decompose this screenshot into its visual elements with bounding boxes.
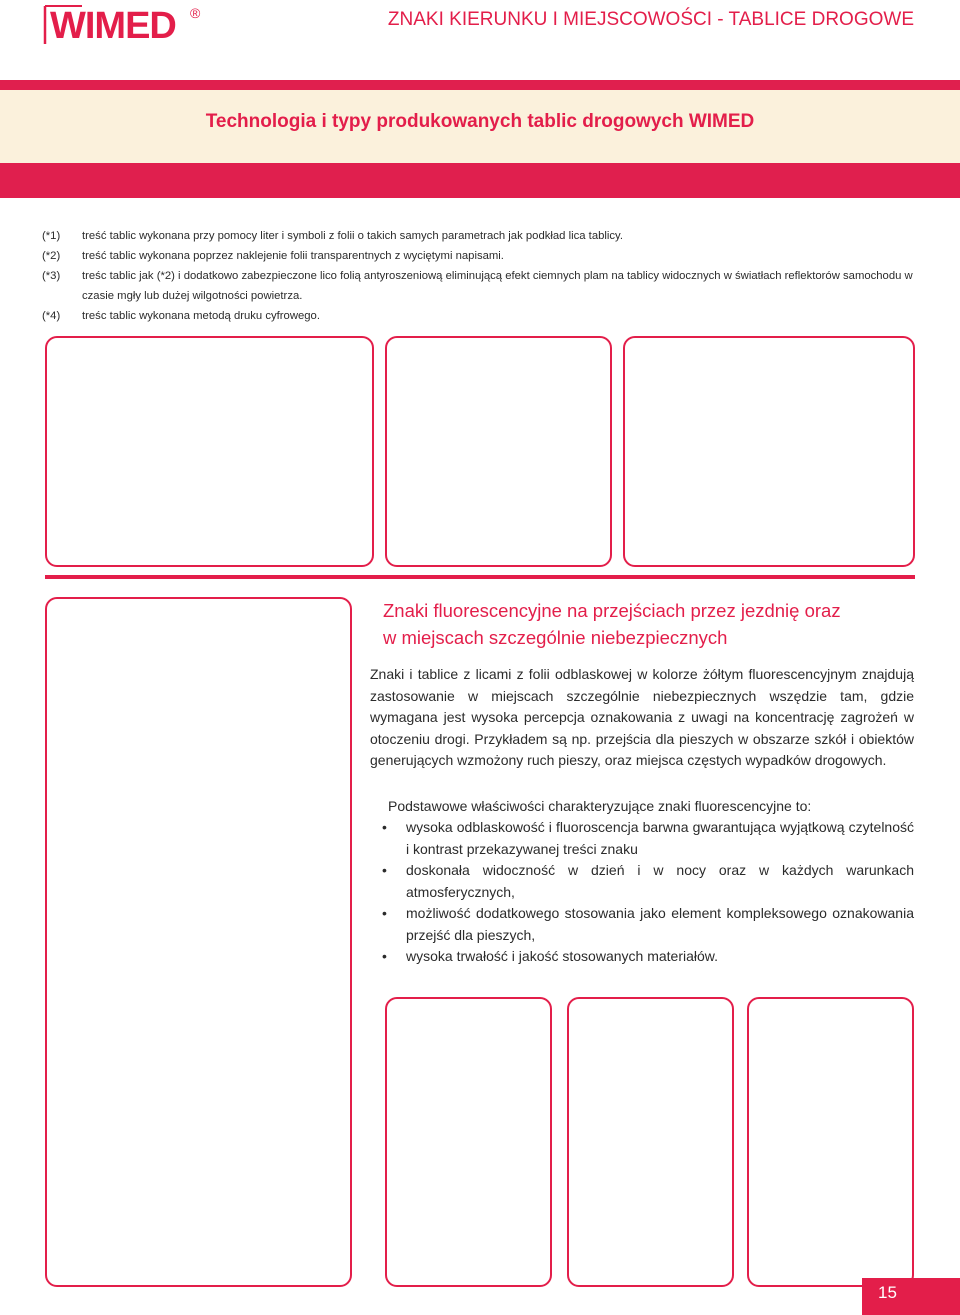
page-header-title: ZNAKI KIERUNKU I MIEJSCOWOŚCI - TABLICE DROGOWE	[387, 9, 914, 30]
image-frame	[45, 336, 374, 567]
note-item	[42, 306, 922, 326]
list-item	[370, 860, 914, 903]
note-item	[42, 226, 922, 246]
bullet-icon: •	[382, 948, 387, 964]
list-item	[370, 903, 914, 946]
image-frame	[385, 997, 552, 1287]
note-item	[42, 246, 922, 266]
technology-notes	[42, 226, 922, 326]
list-item-text: wysoka odblaskowość i fluoroscencja barwna gwarantująca wyjątkową czytelność i kontrast przekazywanej treści znaku	[406, 819, 914, 857]
page-number-badge	[862, 1278, 960, 1315]
image-frame	[747, 997, 914, 1287]
list-item-text: wysoka trwałość i jakość stosowanych materiałów.	[406, 948, 719, 964]
note-text: treść tablic wykonana poprzez naklejenie folii transparentnych z wyciętymi napisami.	[82, 250, 504, 262]
bullet-icon: •	[382, 905, 387, 921]
logo-text: WIMED	[50, 5, 176, 46]
image-frame-tall	[45, 597, 352, 1287]
list-item	[370, 946, 914, 968]
list-item-text: doskonała widoczność w dzień i w nocy oraz w każdych warunkach atmosferycznych,	[406, 862, 914, 900]
page-number: 15	[878, 1283, 897, 1302]
fluorescent-title	[383, 597, 903, 651]
list-item	[370, 817, 914, 860]
image-frame	[567, 997, 734, 1287]
note-text: treść tablic wykonana przy pomocy liter i symboli z folii o takich samych parametrach jak podkład lica tablicy.	[82, 230, 623, 242]
wimed-logo-mark	[42, 2, 207, 46]
fluorescent-title-line: Znaki fluorescencyjne na przejściach przez jezdnię oraz	[383, 600, 841, 621]
note-marker: (*4)	[42, 310, 61, 322]
image-frame	[385, 336, 612, 567]
note-marker: (*1)	[42, 230, 61, 242]
bullet-icon: •	[382, 862, 387, 878]
fluorescent-paragraph: Znaki i tablice z licami z folii odblaskowej w kolorze żółtym fluorescencyjnym znajdują zastosowanie w miejscach szczególnie niebezpiecznych wszędzie tam, gdzie wymagana jest wysoka percepcja oznakowania z uwagi na koncentrację zagrożeń w otoczeniu drogi. Przykładem są np. przejścia dla pieszych w obszarze szkół i obiektów generujących wzmożony ruch pieszy, oraz miejsca częstych wypadków drogowych.	[370, 666, 914, 768]
properties-list	[370, 817, 914, 968]
note-item	[42, 266, 922, 306]
note-marker: (*2)	[42, 250, 61, 262]
section-heading: Technologia i typy produkowanych tablic drogowych WIMED	[205, 111, 755, 132]
properties-intro: Podstawowe właściwości charakteryzujące znaki fluorescencyjne to:	[388, 798, 812, 814]
image-frame	[623, 336, 915, 567]
fluorescent-title-line: w miejscach szczególnie niebezpiecznych	[383, 627, 728, 648]
note-text: treśc tablic jak (*2) i dodatkowo zabezpieczone lico folią antyroszeniową eliminującą efekt ciemnych plam na tablicy widocznych w światłach reflektorów samochodu w czasie mgły lub dużej wilgotności powietrza.	[82, 270, 913, 302]
header-band-bottom	[0, 163, 960, 198]
registered-mark: ®	[190, 5, 201, 21]
note-text: treśc tablic wykonana metodą druku cyfrowego.	[82, 310, 320, 322]
list-item-text: możliwość dodatkowego stosowania jako element kompleksowego oznakowania przejść dla pieszych,	[406, 905, 914, 943]
wimed-logo	[42, 2, 207, 46]
section-divider	[45, 575, 915, 579]
header-band-top	[0, 80, 960, 90]
bullet-icon: •	[382, 819, 387, 835]
note-marker: (*3)	[42, 270, 61, 282]
